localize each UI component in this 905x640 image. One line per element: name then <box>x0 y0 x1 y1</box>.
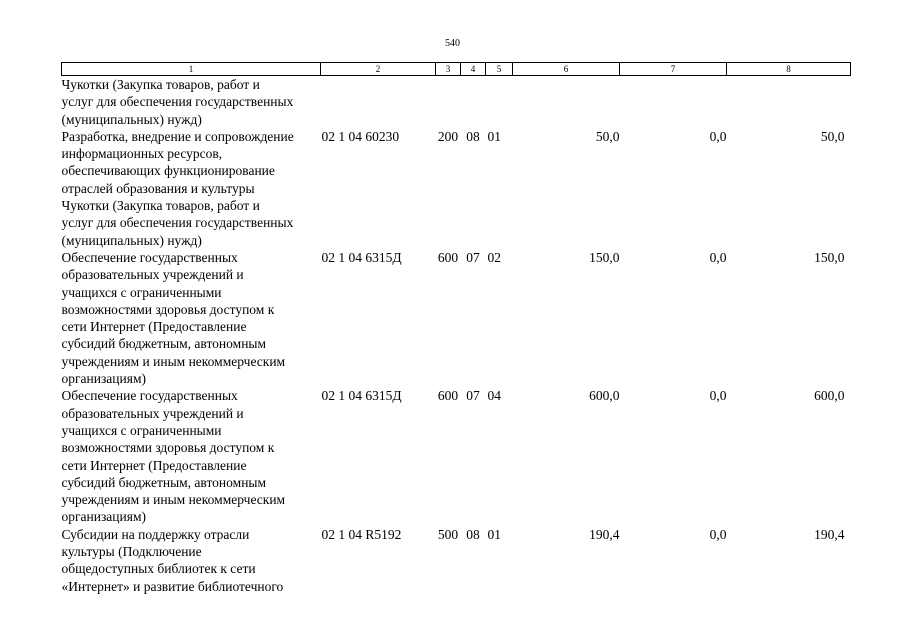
name-line: услуг для обеспечения государственных <box>61 94 294 110</box>
row-vr: 600 <box>437 249 459 265</box>
name-line: Обеспечение государственных <box>61 388 238 404</box>
row-value-8: 600,0 <box>814 388 845 404</box>
row-vr: 500 <box>437 526 459 542</box>
row-code: 02 1 04 6315Д <box>321 388 402 404</box>
row-name <box>62 387 321 525</box>
row-vr <box>436 76 461 128</box>
row-rz: 07 <box>466 249 480 265</box>
row-rz: 07 <box>466 388 480 404</box>
row-pr <box>486 76 513 128</box>
table-row <box>62 387 851 525</box>
row-name <box>62 128 321 249</box>
column-header-7: 7 <box>620 63 727 76</box>
row-name <box>62 76 321 128</box>
row-value-8: 150,0 <box>814 249 845 265</box>
name-line: образовательных учреждений и <box>61 267 244 283</box>
name-line: учреждениям и иным некоммерческим <box>61 353 286 369</box>
name-line: услуг для обеспечения государственных <box>61 215 294 231</box>
name-line: Чукотки (Закупка товаров, работ и <box>61 198 260 214</box>
row-value-7 <box>620 76 727 128</box>
row-value-8 <box>727 76 851 128</box>
row-rz <box>461 76 486 128</box>
table-row <box>62 76 851 128</box>
name-line: общедоступных библиотек к сети <box>61 561 256 577</box>
row-value-7: 0,0 <box>709 526 727 542</box>
table-row <box>62 526 851 595</box>
row-vr: 600 <box>437 388 459 404</box>
row-value-6 <box>513 76 620 128</box>
name-line: Обеспечение государственных <box>61 249 238 265</box>
name-line: организациям) <box>61 371 147 387</box>
name-line: Субсидии на поддержку отрасли <box>61 526 250 542</box>
name-line: возможностями здоровья доступом к <box>61 301 275 317</box>
name-line: учащихся с ограниченными <box>61 284 222 300</box>
name-line: образовательных учреждений и <box>61 405 244 421</box>
row-rz: 08 <box>466 526 480 542</box>
row-value-8: 50,0 <box>820 128 845 144</box>
row-value-7: 0,0 <box>709 249 727 265</box>
row-code: 02 1 04 R5192 <box>321 526 402 542</box>
row-value-7: 0,0 <box>709 388 727 404</box>
column-number-header-row <box>62 63 851 76</box>
name-line: (муниципальных) нужд) <box>61 111 202 127</box>
page-number: 540 <box>445 38 460 49</box>
row-value-6: 600,0 <box>589 388 620 404</box>
column-header-1: 1 <box>62 63 321 76</box>
row-pr: 04 <box>487 388 501 404</box>
name-line: отраслей образования и культуры <box>61 180 255 196</box>
row-name <box>62 526 321 595</box>
row-pr: 01 <box>487 128 501 144</box>
row-code: 02 1 04 6315Д <box>321 249 402 265</box>
name-line: учреждениям и иным некоммерческим <box>61 492 286 508</box>
name-line: Чукотки (Закупка товаров, работ и <box>61 77 260 92</box>
row-value-6: 190,4 <box>589 526 620 542</box>
name-line: «Интернет» и развитие библиотечного <box>61 578 284 594</box>
row-value-6: 50,0 <box>595 128 620 144</box>
column-header-3: 3 <box>436 63 461 76</box>
row-value-6: 150,0 <box>589 249 620 265</box>
name-line: информационных ресурсов, <box>61 146 223 162</box>
name-line: учащихся с ограниченными <box>61 422 222 438</box>
name-line: культуры (Подключение <box>61 544 202 560</box>
row-rz: 08 <box>466 128 480 144</box>
budget-table <box>61 62 851 595</box>
row-value-8: 190,4 <box>814 526 845 542</box>
column-header-5: 5 <box>486 63 513 76</box>
column-header-6: 6 <box>513 63 620 76</box>
name-line: (муниципальных) нужд) <box>61 232 202 248</box>
row-code: 02 1 04 60230 <box>321 128 400 144</box>
row-name <box>62 249 321 387</box>
name-line: сети Интернет (Предоставление <box>61 319 247 335</box>
row-code <box>321 76 436 128</box>
name-line: субсидий бюджетным, автономным <box>61 336 267 352</box>
name-line: субсидий бюджетным, автономным <box>61 474 267 490</box>
row-pr: 02 <box>487 249 501 265</box>
row-value-7: 0,0 <box>709 128 727 144</box>
column-header-2: 2 <box>321 63 436 76</box>
name-line: сети Интернет (Предоставление <box>61 457 247 473</box>
table-row <box>62 128 851 249</box>
name-line: возможностями здоровья доступом к <box>61 440 275 456</box>
column-header-8: 8 <box>727 63 851 76</box>
row-vr: 200 <box>437 128 459 144</box>
column-header-4: 4 <box>461 63 486 76</box>
name-line: организациям) <box>61 509 147 525</box>
table-row <box>62 249 851 387</box>
name-line: обеспечивающих функционирование <box>61 163 275 179</box>
name-line: Разработка, внедрение и сопровождение <box>61 128 294 144</box>
row-pr: 01 <box>487 526 501 542</box>
